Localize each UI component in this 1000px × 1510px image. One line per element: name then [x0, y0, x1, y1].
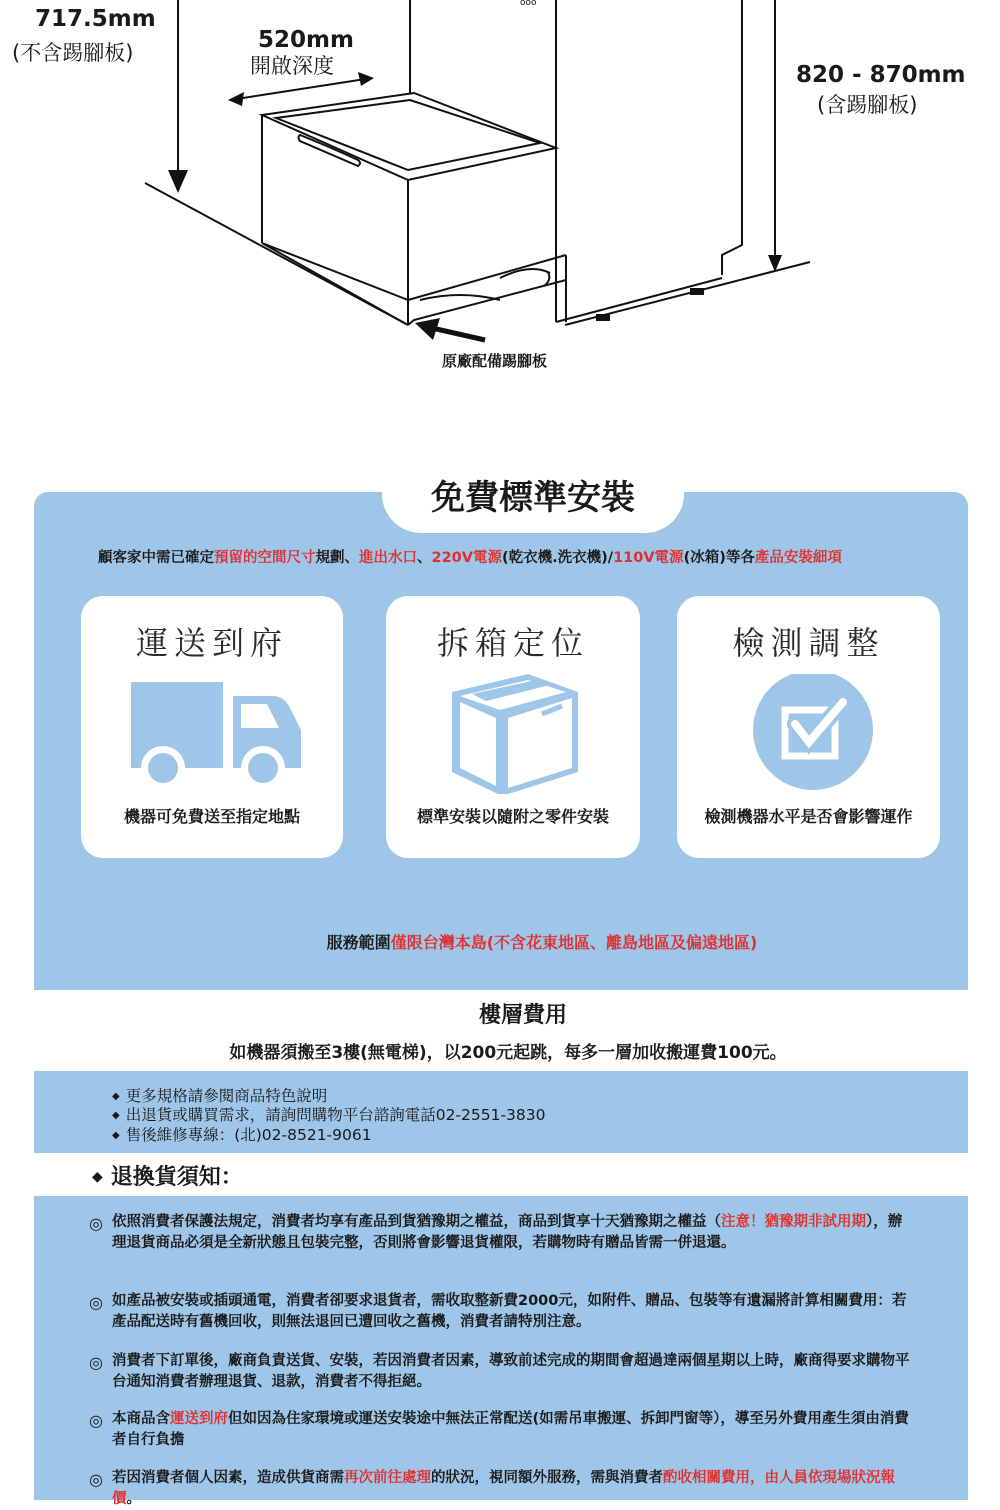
dimension-diagram	[0, 0, 1000, 380]
return-rule: ◎ 依照消費者保護法規定，消費者均享有產品到貨猶豫期之權益，商品到貨享十天猶豫期之權益（注意！猶豫期非試用期），辦理退貨商品必須是全新狀態且包裝完整，否則將會影響退貨權限，若購物時有贈品皆需一併退還。	[89, 1214, 903, 1251]
card-caption: 標準安裝以隨附之零件安裝	[416, 807, 609, 826]
card-caption: 機器可免費送至指定地點	[123, 807, 300, 826]
floor-fee-title: 樓層費用	[478, 1003, 567, 1028]
return-rule: ◎ 本商品含運送到府但如因為住家環境或運送安裝途中無法正常配送(如需吊車搬運、拆卸門窗等），導至另外費用產生須由消費者自行負擔	[89, 1411, 909, 1448]
return-notice-box	[34, 1196, 968, 1507]
service-card-check	[677, 596, 940, 858]
service-card-delivery	[81, 596, 343, 858]
return-rule: ◎ 若因消費者個人因素，造成供貨商需再次前往處理的狀況，視同額外服務，需與消費者酌收相關費用，由人員依現場狀況報價。	[89, 1470, 895, 1507]
dishwasher-line-drawing	[0, 0, 1000, 380]
height-with-kick-value: 820 - 870mm	[796, 62, 966, 88]
open-depth-value: 520mm	[258, 27, 354, 53]
card-title: 運送到府	[135, 624, 288, 662]
return-rule: ◎ 消費者下訂單後，廠商負責送貨、安裝，若因消費者因素，導致前述完成的期間會超過達兩個星期以上時，廠商得要求購物平台通知消費者辦理退貨、退款，消費者不得拒絕。	[89, 1353, 910, 1390]
info-box	[34, 1071, 968, 1153]
kickboard-label: 原廠配備踢腳板	[442, 352, 548, 370]
height-no-kick-note: (不含踢腳板)	[12, 41, 134, 65]
info-item: ◆ 更多規格請參閱商品特色說明	[112, 1087, 328, 1105]
info-item: ◆ 出退貨或購買需求，請詢問購物平台諮詢電話02-2551-3830	[112, 1106, 546, 1124]
height-no-kick-value: 717.5mm	[35, 6, 156, 32]
card-title: 拆箱定位	[436, 624, 589, 662]
truck-icon	[81, 674, 343, 794]
box-icon	[386, 674, 640, 794]
height-with-kick-note: (含踢腳板)	[817, 93, 918, 117]
floor-fee-text: 如機器須搬至3樓(無電梯)，以200元起跳，每多一層加收搬運費100元。	[229, 1043, 787, 1063]
check-icon	[677, 674, 940, 794]
open-depth-note: 開啟深度	[250, 54, 334, 78]
service-range: 服務範圍僅限台灣本島(不含花東地區、離島地區及偏遠地區)	[326, 933, 758, 952]
card-caption: 檢測機器水平是否會影響運作	[704, 807, 913, 826]
info-item: ◆ 售後維修專線：(北)02-8521-9061	[112, 1126, 372, 1144]
return-rule: ◎ 如產品被安裝或插頭通電，消費者卻要求退貨者，需收取整新費2000元，如附件、贈品、包裝等有遺漏將計算相關費用：若產品配送時有舊機回收，則無法退回已遭回收之舊機，消費者請特別注意。	[89, 1293, 907, 1330]
service-card-unbox	[386, 596, 640, 858]
card-title: 檢測調整	[732, 624, 885, 662]
return-notice-heading: ◆ 退換貨須知：	[92, 1165, 243, 1190]
installation-title: 免費標準安裝	[382, 455, 684, 533]
svg-text:ooo: ooo	[520, 0, 537, 8]
installation-intro: 顧客家中需已確定預留的空間尺寸規劃、進出水口、220V電源(乾衣機.洗衣機)/110V電源(冰箱)等各產品安裝細項	[98, 550, 842, 566]
